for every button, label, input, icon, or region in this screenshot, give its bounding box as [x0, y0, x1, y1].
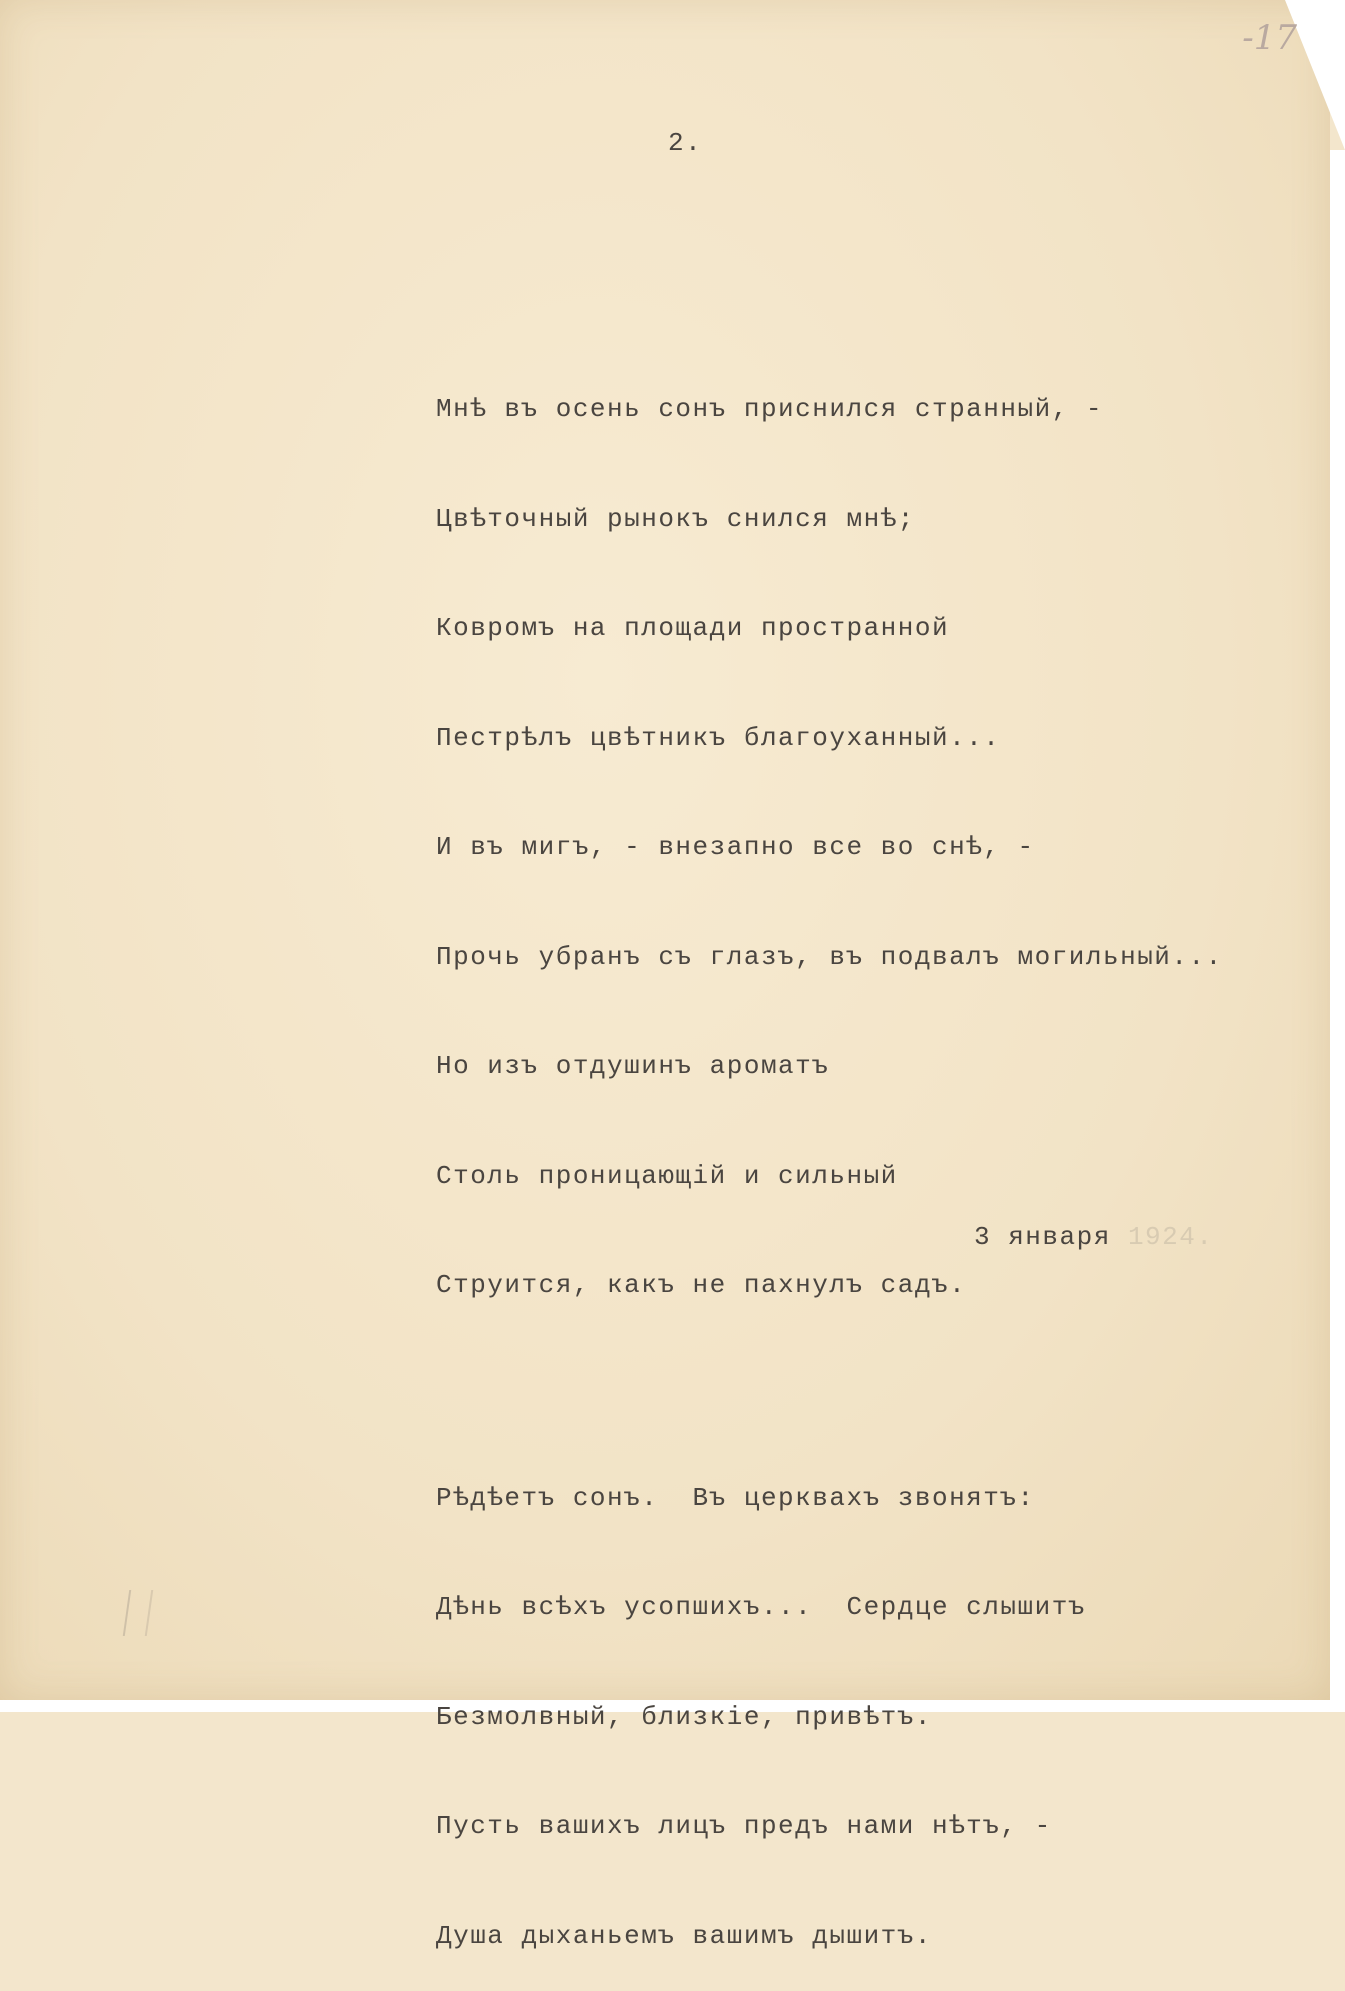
poem-line: Рѣдѣетъ сонъ. Въ церквахъ звонятъ:: [436, 1482, 1035, 1513]
poem-line: Пусть вашихъ лицъ предъ нами нѣтъ, -: [436, 1811, 1052, 1841]
poem-line: Но изъ отдушинъ ароматъ: [436, 1051, 830, 1081]
folio-number: -17: [1242, 18, 1297, 58]
poem-line: Столь проницающій и сильный: [436, 1160, 898, 1191]
stanza-break: [436, 1371, 1223, 1414]
poem-line: Струится, какъ не пахнулъ садъ.: [436, 1270, 967, 1300]
date-text: 3 января: [974, 1222, 1111, 1252]
poem-line: Мнѣ въ осень сонъ приснился странный, -: [436, 394, 1103, 424]
date-line: [974, 1222, 1213, 1252]
poem: [436, 325, 1223, 1991]
page-number: 2.: [668, 128, 703, 158]
poem-line: Цвѣточный рынокъ снился мнѣ;: [436, 503, 915, 534]
poem-line: И въ мигъ, - внезапно все во снѣ, -: [436, 832, 1035, 862]
poem-line: Дѣнь всѣхъ усопшихъ... Сердце слышитъ: [436, 1592, 1086, 1622]
poem-line: Душа дыханьемъ вашимъ дышитъ.: [436, 1920, 932, 1951]
poem-line: Ковромъ на площади пространной: [436, 613, 950, 643]
poem-line: Прочь убранъ съ глазъ, въ подвалъ могильный...: [436, 941, 1223, 972]
page-edge-right: [1330, 150, 1345, 1700]
poem-line: Безмолвный, близкіе, привѣтъ.: [436, 1701, 932, 1732]
date-year: 1924.: [1127, 1222, 1214, 1252]
poem-line: Пестрѣлъ цвѣтникъ благоуханный...: [436, 722, 1001, 753]
